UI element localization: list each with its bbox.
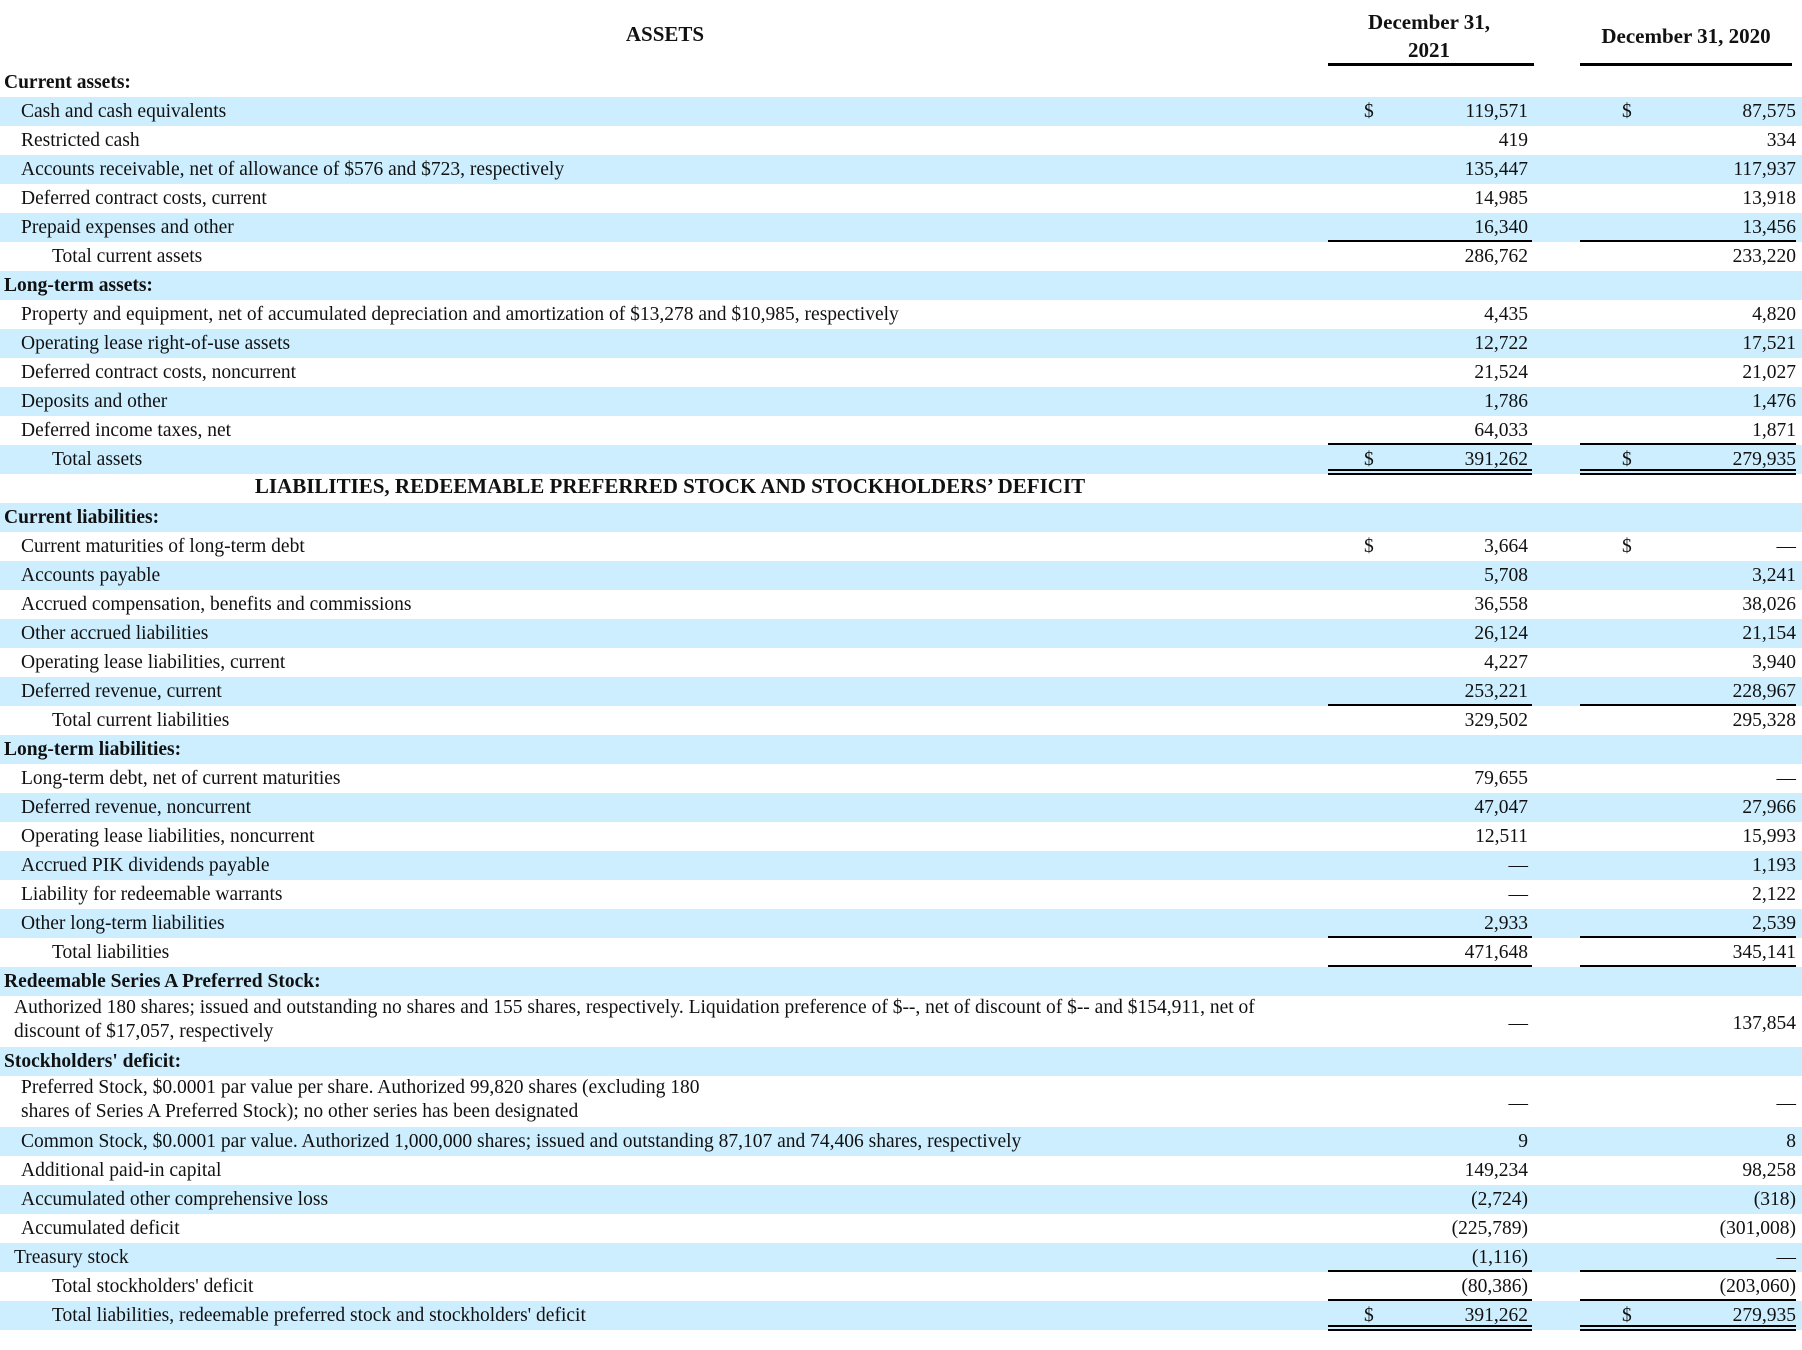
value-2021: 3,664 [1484,536,1528,557]
row-label: Other long-term liabilities [21,913,225,934]
table-row [0,851,1802,880]
value-2020: 13,456 [1742,217,1796,238]
value-2020: 1,871 [1752,420,1796,441]
section-title-row [0,474,1802,503]
double-underline [1580,1325,1796,1331]
value-2021: 286,762 [1464,246,1528,267]
table-row [0,1156,1802,1185]
row-label: Deposits and other [21,391,168,412]
table-row [0,503,1802,532]
table-row [0,561,1802,590]
table-row [0,387,1802,416]
value-2021: 21,524 [1474,362,1528,383]
row-label: Deferred revenue, noncurrent [21,797,252,818]
table-row [0,880,1802,909]
currency-symbol: $ [1622,101,1632,122]
value-2020: 334 [1766,130,1796,151]
value-2020: 117,937 [1733,159,1796,180]
liabilities-section-title: LIABILITIES, REDEEMABLE PREFERRED STOCK AND STOCKHOLDERS’ DEFICIT [254,474,1086,498]
value-2020: 295,328 [1732,710,1796,731]
table-row [0,706,1802,735]
table-row [0,1301,1802,1330]
value-2020: — [1776,1093,1796,1114]
row-label: Operating lease liabilities, current [21,652,286,673]
table-row [0,213,1802,242]
value-2021: 79,655 [1474,768,1528,789]
table-row [0,1076,1802,1127]
table-row [0,329,1802,358]
row-label: Total assets [52,449,143,470]
value-2021: — [1508,855,1528,876]
value-2020: 137,854 [1732,1013,1796,1034]
value-2021: 4,227 [1484,652,1528,673]
value-2021: 47,047 [1474,797,1528,818]
table-header [0,0,1802,68]
table-row [0,416,1802,445]
row-label: Cash and cash equivalents [21,101,227,122]
row-label: Accounts payable [21,565,161,586]
currency-symbol: $ [1364,1305,1374,1326]
table-row [0,155,1802,184]
table-row [0,1243,1802,1272]
table-row [0,677,1802,706]
column-header-2020: December 31, 2020 [1601,24,1771,48]
currency-symbol: $ [1364,536,1374,557]
table-row [0,735,1802,764]
table-row [0,300,1802,329]
currency-symbol: $ [1622,449,1632,470]
value-2021: 149,234 [1464,1160,1528,1181]
value-2021: 119,571 [1465,101,1528,122]
value-2021: 64,033 [1474,420,1528,441]
column-header-underline [1328,63,1534,66]
value-2021: 5,708 [1484,565,1528,586]
value-2020: 87,575 [1742,101,1796,122]
row-label: Deferred revenue, current [21,681,222,702]
value-2020: (318) [1753,1189,1796,1210]
row-label: Accumulated deficit [21,1218,180,1239]
currency-symbol: $ [1622,1305,1632,1326]
value-2021: 391,262 [1464,1305,1528,1326]
row-label: Accrued PIK dividends payable [21,855,270,876]
row-label: Additional paid-in capital [21,1160,222,1181]
value-2021: (80,386) [1461,1276,1528,1297]
row-label: Current maturities of long-term debt [21,536,305,557]
value-2020: 15,993 [1742,826,1796,847]
value-2020: 279,935 [1732,1305,1796,1326]
row-label: Total stockholders' deficit [52,1276,254,1297]
value-2020: 13,918 [1742,188,1796,209]
table-row [0,1272,1802,1301]
currency-symbol: $ [1622,536,1632,557]
row-label: Treasury stock [14,1247,129,1268]
row-label: Accounts receivable, net of allowance of $576 and $723, respectively [21,159,565,180]
value-2021: (225,789) [1451,1218,1528,1239]
table-row [0,909,1802,938]
value-2020: 17,521 [1742,333,1796,354]
value-2020: — [1776,536,1796,557]
section-heading: Stockholders' deficit: [4,1051,182,1072]
double-underline [1328,1325,1532,1331]
value-2021: 4,435 [1484,304,1528,325]
table-row [0,619,1802,648]
value-2020: 4,820 [1752,304,1796,325]
value-2020: 345,141 [1732,942,1796,963]
value-2021: 26,124 [1474,623,1528,644]
row-label: Liability for redeemable warrants [21,884,283,905]
value-2021: 471,648 [1464,942,1528,963]
value-2021: 253,221 [1464,681,1528,702]
table-row [0,996,1802,1047]
value-2020: 8 [1786,1131,1796,1152]
value-2021: 391,262 [1464,449,1528,470]
table-row [0,648,1802,677]
value-2020: (203,060) [1719,1276,1796,1297]
value-2020: 38,026 [1742,594,1796,615]
table-row [0,1127,1802,1156]
value-2020: 3,940 [1752,652,1796,673]
value-2021: 1,786 [1484,391,1528,412]
row-label: Accumulated other comprehensive loss [21,1189,329,1210]
section-heading: Current assets: [4,72,131,93]
row-label: Deferred contract costs, current [21,188,267,209]
value-2020: (301,008) [1719,1218,1796,1239]
value-2021: (2,724) [1471,1189,1528,1210]
value-2020: 2,539 [1752,913,1796,934]
value-2021: — [1508,1093,1528,1114]
value-2020: 228,967 [1732,681,1796,702]
table-row [0,793,1802,822]
value-2021: — [1508,884,1528,905]
value-2020: 21,027 [1742,362,1796,383]
value-2021: 135,447 [1464,159,1528,180]
value-2021: 329,502 [1464,710,1528,731]
row-label: Total current assets [52,246,203,267]
currency-symbol: $ [1364,449,1374,470]
row-label: Common Stock, $0.0001 par value. Authorized 1,000,000 shares; issued and outstanding 87,107 and 74,406 shares, respectively [21,1131,1022,1152]
row-label: Preferred Stock, $0.0001 par value per share. Authorized 99,820 shares (excluding 180 shares of Series A Preferred Stock); no other series has been designated [21,1077,700,1122]
table-row [0,532,1802,561]
value-2020: 233,220 [1732,246,1796,267]
value-2020: 27,966 [1742,797,1796,818]
table-row [0,1185,1802,1214]
row-label: Accrued compensation, benefits and commissions [21,594,412,615]
row-label: Operating lease right-of-use assets [21,333,291,354]
row-label: Prepaid expenses and other [21,217,234,238]
value-2021: 14,985 [1474,188,1528,209]
currency-symbol: $ [1364,101,1374,122]
value-2021: 419 [1498,130,1528,151]
section-heading: Long-term liabilities: [4,739,182,760]
table-row [0,938,1802,967]
row-label: Total liabilities [52,942,170,963]
value-2020: 21,154 [1742,623,1796,644]
row-label: Total liabilities, redeemable preferred stock and stockholders' deficit [52,1305,586,1326]
column-header-underline [1580,63,1792,66]
row-label: Total current liabilities [52,710,230,731]
value-2021: 12,511 [1475,826,1528,847]
row-label: Authorized 180 shares; issued and outstanding no shares and 155 shares, respectively. Liquidation preference of $--, net of discount of $-- and $154,911, net of discount of $17,057, respectively [14,997,1255,1042]
row-label: Deferred contract costs, noncurrent [21,362,297,383]
section-heading: Current liabilities: [4,507,160,528]
value-2021: 12,722 [1474,333,1528,354]
table-row [0,822,1802,851]
row-label: Deferred income taxes, net [21,420,232,441]
value-2021: 9 [1518,1131,1528,1152]
table-row [0,590,1802,619]
table-row [0,271,1802,300]
table-row [0,126,1802,155]
table-row [0,764,1802,793]
value-2021: 2,933 [1484,913,1528,934]
value-2020: — [1776,768,1796,789]
value-2020: 279,935 [1732,449,1796,470]
table-row [0,242,1802,271]
row-label: Restricted cash [21,130,140,151]
section-heading: Redeemable Series A Preferred Stock: [4,971,321,992]
table-row [0,967,1802,996]
table-row [0,358,1802,387]
value-2020: 1,193 [1752,855,1796,876]
value-2020: — [1776,1247,1796,1268]
value-2020: 2,122 [1752,884,1796,905]
value-2021: (1,116) [1471,1247,1528,1268]
value-2021: 16,340 [1474,217,1528,238]
row-label: Property and equipment, net of accumulated depreciation and amortization of $13,278 and $10,985, respectively [21,304,899,325]
value-2020: 1,476 [1752,391,1796,412]
assets-title: ASSETS [625,22,705,46]
row-label: Long-term debt, net of current maturities [21,768,341,789]
value-2021: 36,558 [1474,594,1528,615]
table-row [0,445,1802,474]
value-2021: — [1508,1013,1528,1034]
value-2020: 3,241 [1752,565,1796,586]
column-header-2021: December 31, 2021 [1367,10,1491,62]
table-row [0,1214,1802,1243]
table-row [0,68,1802,97]
row-label: Operating lease liabilities, noncurrent [21,826,315,847]
table-row [0,1047,1802,1076]
row-label: Other accrued liabilities [21,623,209,644]
section-heading: Long-term assets: [4,275,153,296]
table-row [0,184,1802,213]
table-row [0,97,1802,126]
value-2020: 98,258 [1742,1160,1796,1181]
